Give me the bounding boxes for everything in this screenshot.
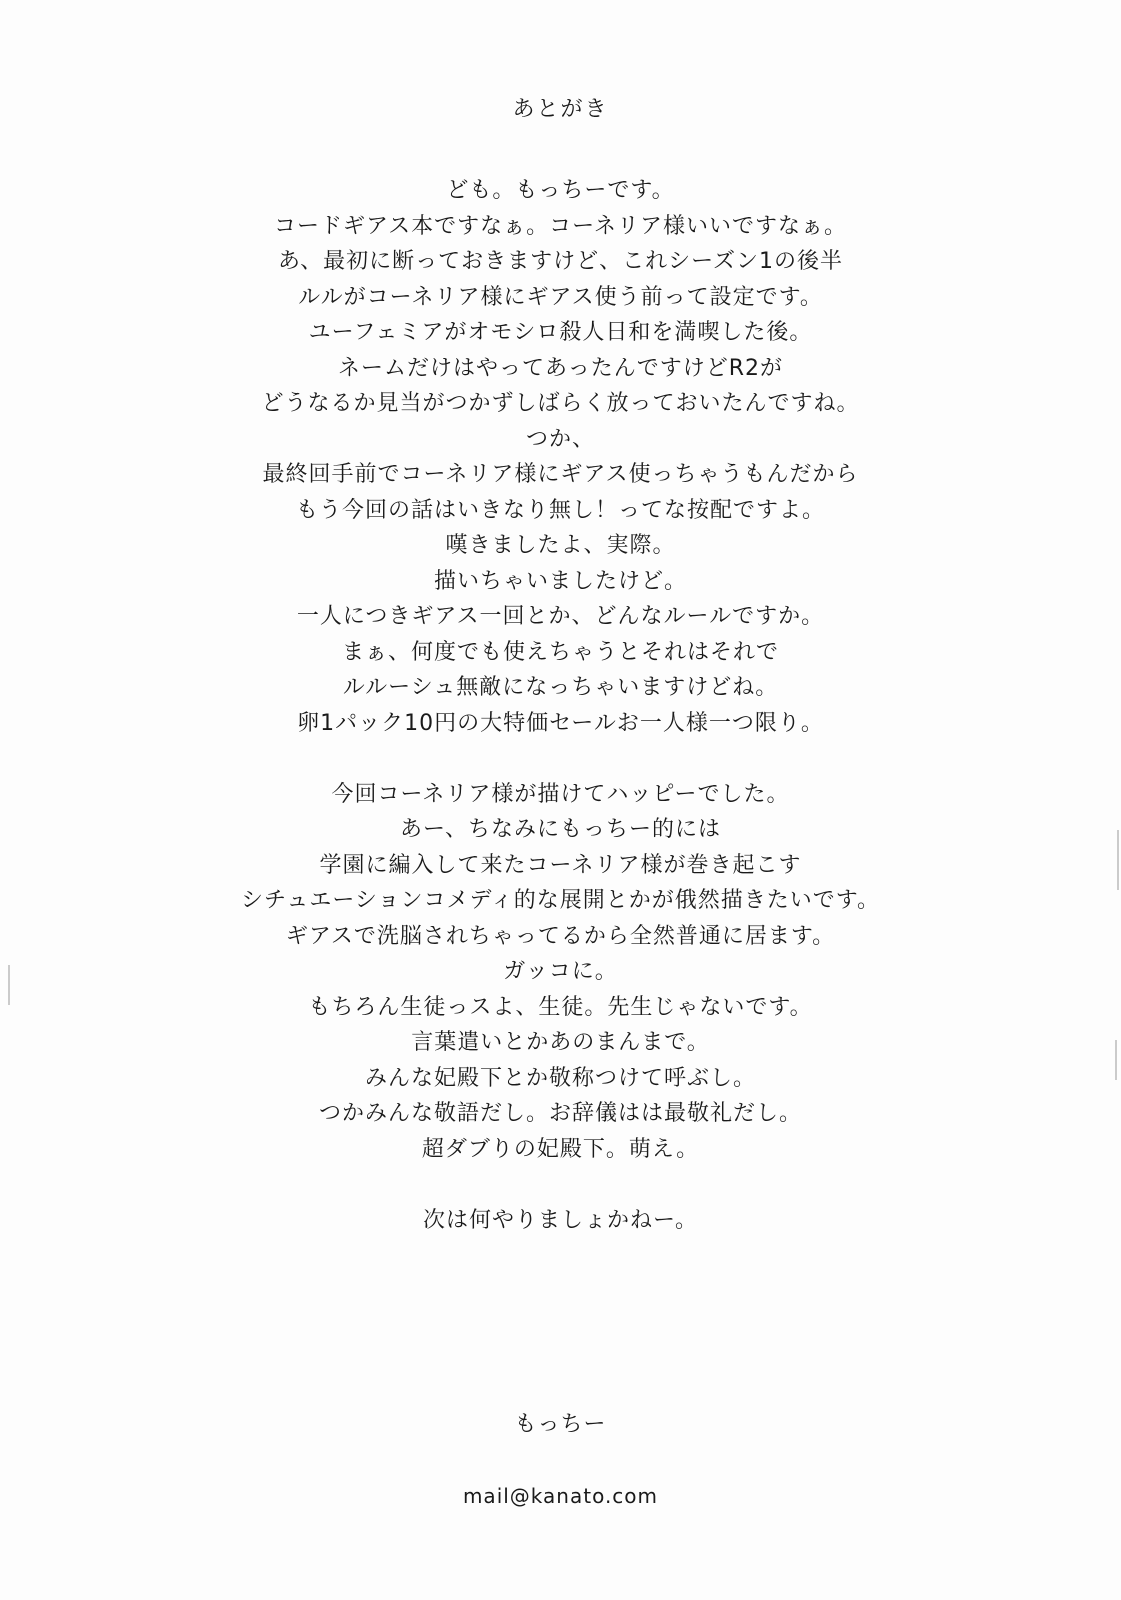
afterword-body [0, 173, 1121, 1238]
body-line: ネームだけはやってあったんですけどR2が [337, 355, 784, 381]
body-line: 学園に編入して来たコーネリア様が巻き起こす [319, 852, 802, 878]
body-line: もう今回の話はいきなり無し！ってな按配ですよ。 [295, 497, 825, 523]
body-line: 描いちゃいましたけど。 [433, 568, 687, 594]
author-email: mail@kanato.com [462, 1484, 659, 1508]
body-line: ルルーシュ無敵になっちゃいますけどね。 [342, 675, 779, 700]
body-line: あー、ちなみにもっちー的には [399, 817, 722, 842]
body-line: 次は何やりましょかねー。 [422, 1207, 699, 1233]
body-line: 言葉遣いとかあのまんまで。 [411, 1030, 710, 1055]
body-line: 今回コーネリア様が描けてハッピーでした。 [331, 781, 790, 807]
body-line: ガッコに。 [503, 959, 618, 984]
body-line: 卵1パック10円の大特価セールお一人様一つ限り。 [297, 710, 824, 736]
body-line: ギアスで洗脳されちゃってるから全然普通に居ます。 [285, 923, 836, 949]
paragraph-break [0, 741, 1121, 777]
body-line: つかみんな敬語だし。お辞儀はは最敬礼だし。 [318, 1101, 802, 1126]
body-line: あ、最初に断っておきますけど、これシーズン1の後半 [277, 249, 844, 274]
body-line: ルルがコーネリア様にギアス使う前って設定です。 [298, 284, 823, 310]
paragraph-break [0, 1167, 1121, 1203]
scan-edge-mark [1117, 830, 1119, 890]
body-line: 超ダブりの妃殿下。萌え。 [421, 1136, 700, 1162]
body-line: 一人につきギアス一回とか、どんなルールですか。 [296, 604, 825, 629]
body-line: まぁ、何度でも使えちゃうとそれはそれで [341, 639, 779, 665]
body-line: どうなるか見当がつかずしばらく放っておいたんですね。 [261, 391, 860, 416]
body-line: みんな妃殿下とか敬称つけて呼ぶし。 [364, 1065, 756, 1091]
body-line: つか、 [525, 426, 595, 452]
author-signature: もっちー [514, 1412, 607, 1437]
body-line: もちろん生徒っスよ、生徒。先生じゃないです。 [308, 994, 813, 1020]
body-line: コードギアス本ですなぁ。コーネリア様いいですなぁ。 [273, 213, 848, 239]
body-line: ユーフェミアがオモシロ殺人日和を満喫した後。 [308, 320, 813, 345]
scan-edge-mark [1115, 1040, 1117, 1080]
body-line: 嘆きましたよ、実際。 [445, 533, 676, 558]
page-title: あとがき [512, 97, 609, 122]
body-line: シチュエーションコメディ的な展開とかが俄然描きたいです。 [241, 888, 880, 913]
scan-edge-mark [8, 965, 10, 1005]
body-line: 最終回手前でコーネリア様にギアス使っちゃうもんだから [262, 462, 859, 487]
body-line: ども。もっちーです。 [446, 178, 675, 203]
